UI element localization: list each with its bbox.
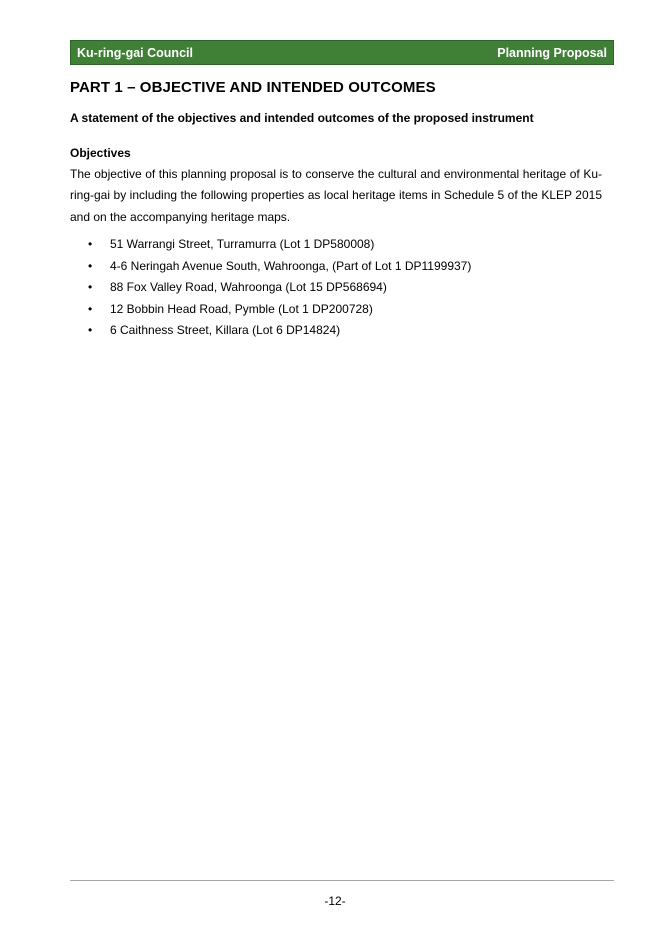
list-item (70, 235, 471, 257)
list-item-text: 88 Fox Valley Road, Wahroonga (Lot 15 DP568694) (110, 280, 387, 294)
list-item (70, 257, 471, 278)
bullet-icon: • (88, 259, 93, 273)
objectives-paragraph: The objective of this planning proposal is to conserve the cultural and environmental heritage of Ku-ring-gai by including the following properties as local heritage items in Schedule 5 of the KLEP 2015 and on the accompanying heritage maps. (70, 167, 602, 224)
list-item (70, 300, 471, 321)
part-title: PART 1 – OBJECTIVE AND INTENDED OUTCOMES (70, 79, 436, 96)
list-item-text: 12 Bobbin Head Road, Pymble (Lot 1 DP200728) (110, 302, 373, 316)
property-list (70, 235, 471, 342)
list-item (70, 321, 471, 342)
bullet-icon: • (88, 237, 93, 251)
bullet-icon: • (88, 280, 93, 294)
page-number: -12- (324, 894, 346, 908)
list-item-text: 6 Caithness Street, Killara (Lot 6 DP14824) (110, 323, 341, 337)
section-statement: A statement of the objectives and intended outcomes of the proposed instrument (70, 111, 534, 125)
list-item-text: 51 Warrangi Street, Turramurra (Lot 1 DP580008) (110, 237, 375, 251)
page-header-bar (70, 40, 614, 65)
objectives-heading: Objectives (70, 146, 131, 160)
header-document-type: Planning Proposal (497, 45, 607, 60)
list-item (70, 278, 471, 300)
footer-divider (70, 880, 614, 881)
bullet-icon: • (88, 323, 93, 337)
header-council-name: Ku-ring-gai Council (77, 45, 193, 60)
list-item-text: 4-6 Neringah Avenue South, Wahroonga, (Part of Lot 1 DP1199937) (110, 259, 472, 273)
bullet-icon: • (88, 302, 93, 316)
